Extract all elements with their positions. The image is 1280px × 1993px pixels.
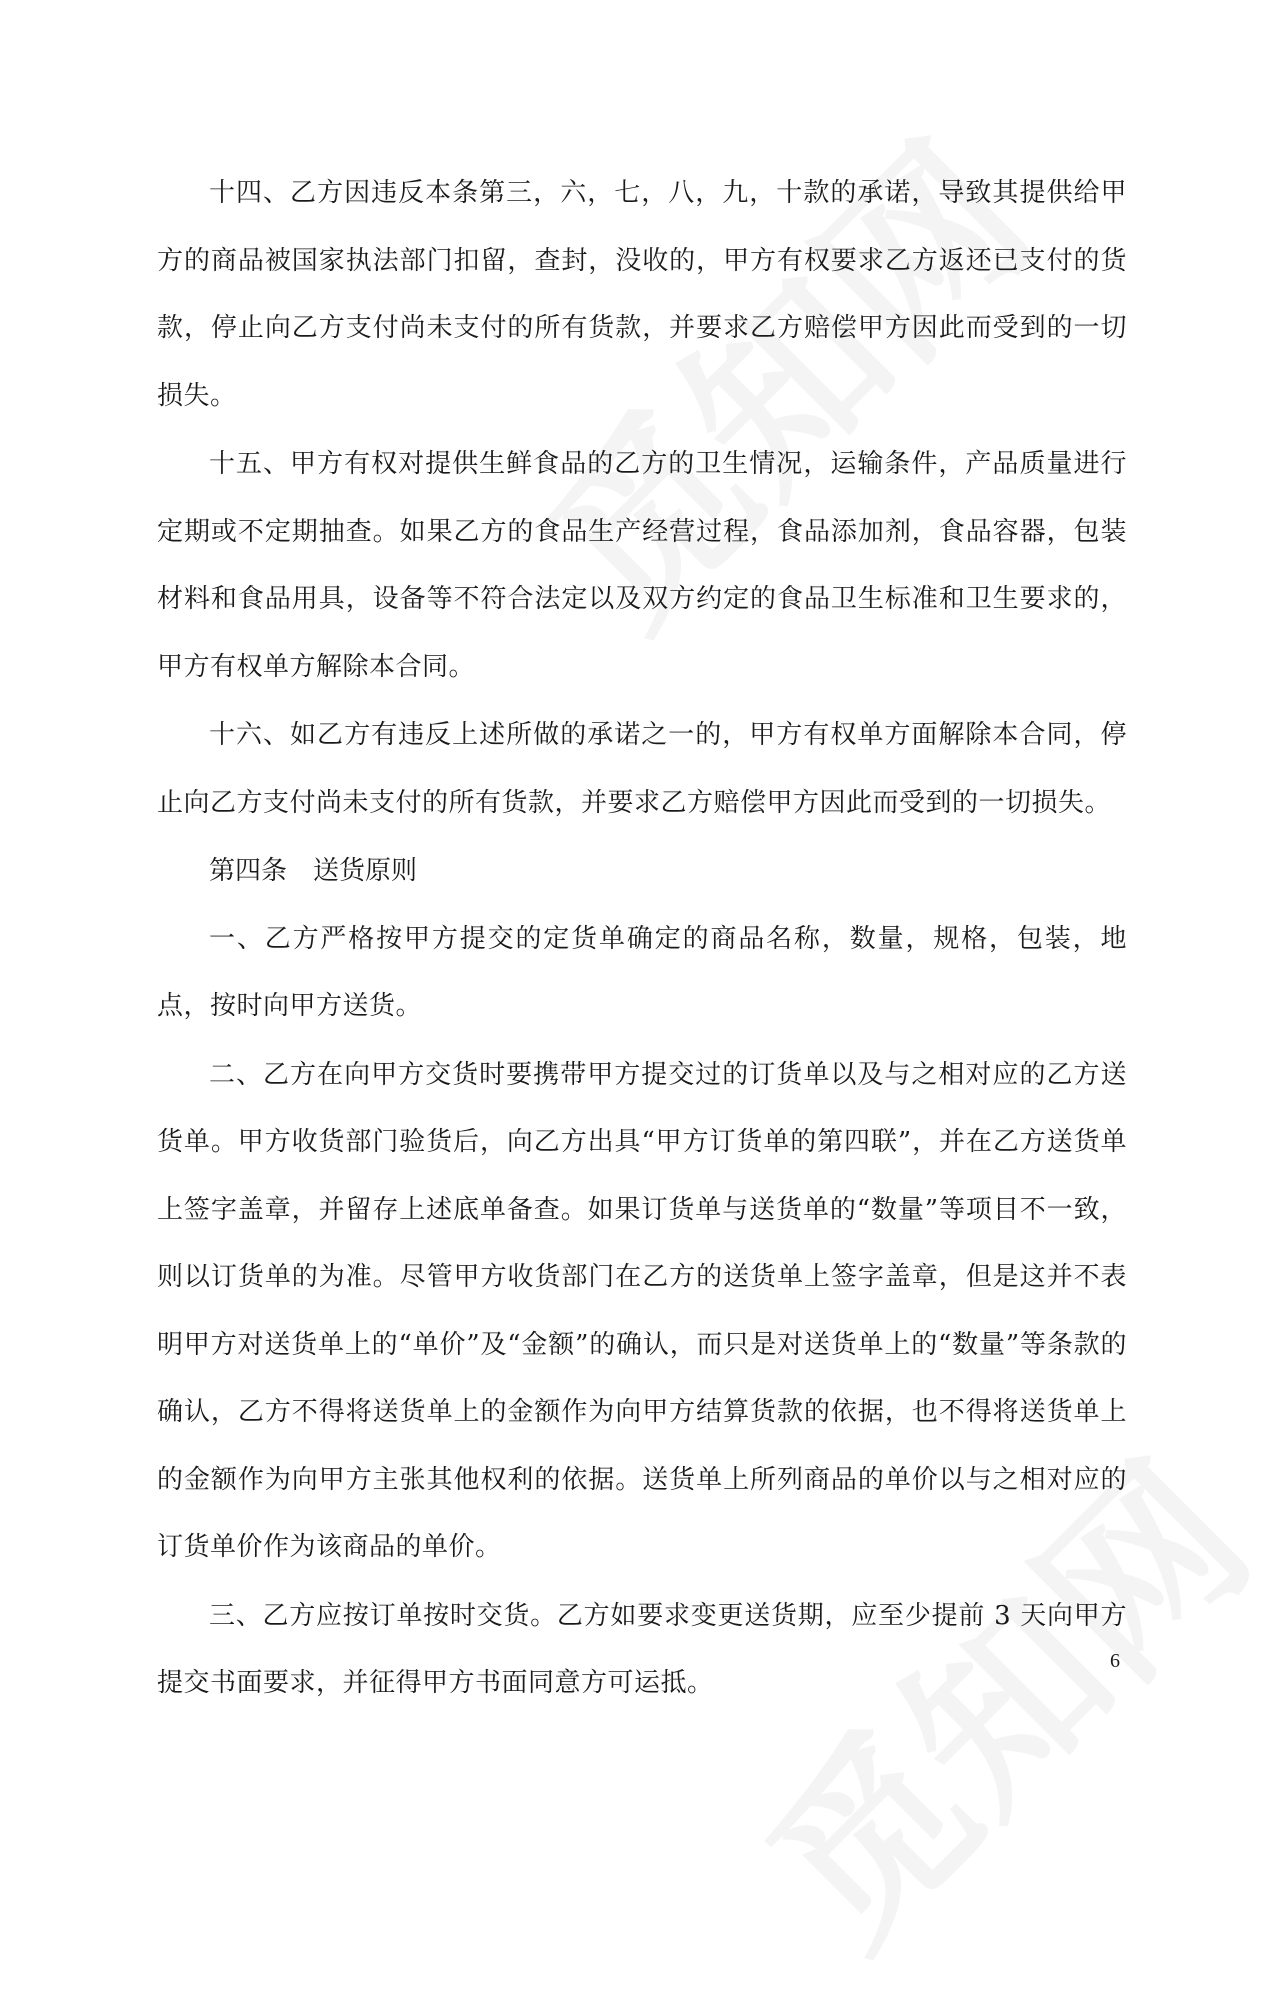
page-number: 6	[1110, 1650, 1120, 1672]
paragraph-14: 十四、乙方因违反本条第三，六，七，八，九，十款的承诺，导致其提供给甲方的商品被国家执法部门扣留，查封，没收的，甲方有权要求乙方返还已支付的货款，停止向乙方支付尚未支付的所有货款，并要求乙方赔偿甲方因此而受到的一切损失。	[157, 178, 1127, 411]
document-body	[157, 160, 1127, 1719]
section-paragraph-2: 二、乙方在向甲方交货时要携带甲方提交过的订货单以及与之相对应的乙方送货单。甲方收货部门验货后，向乙方出具“甲方订货单的第四联”，并在乙方送货单上签字盖章，并留存上述底单备查。如果订货单与送货单的“数量”等项目不一致，则以订货单的为准。尽管甲方收货部门在乙方的送货单上签字盖章，但是这并不表明甲方对送货单上的“单价”及“金额”的确认，而只是对送货单上的“数量”等条款的确认，乙方不得将送货单上的金额作为向甲方结算货款的依据，也不得将送货单上的金额作为向甲方主张其他权利的依据。送货单上所列商品的单价以与之相对应的订货单价作为该商品的单价。	[157, 1059, 1127, 1562]
section-paragraph-1: 一、乙方严格按甲方提交的定货单确定的商品名称，数量，规格，包装，地点，按时向甲方送货。	[157, 923, 1127, 1021]
paragraph-15: 十五、甲方有权对提供生鲜食品的乙方的卫生情况，运输条件，产品质量进行定期或不定期抽查。如果乙方的食品生产经营过程，食品添加剂，食品容器，包装材料和食品用具，设备等不符合法定以及双方约定的食品卫生标准和卫生要求的，甲方有权单方解除本合同。	[157, 449, 1127, 682]
section-heading: 第四条 送货原则	[209, 856, 418, 886]
paragraph-16: 十六、如乙方有违反上述所做的承诺之一的，甲方有权单方面解除本合同，停止向乙方支付尚未支付的所有货款，并要求乙方赔偿甲方因此而受到的一切损失。	[157, 720, 1127, 818]
section-paragraph-3: 三、乙方应按订单按时交货。乙方如要求变更送货期，应至少提前 3 天向甲方提交书面要求，并征得甲方书面同意方可运抵。	[157, 1600, 1127, 1698]
